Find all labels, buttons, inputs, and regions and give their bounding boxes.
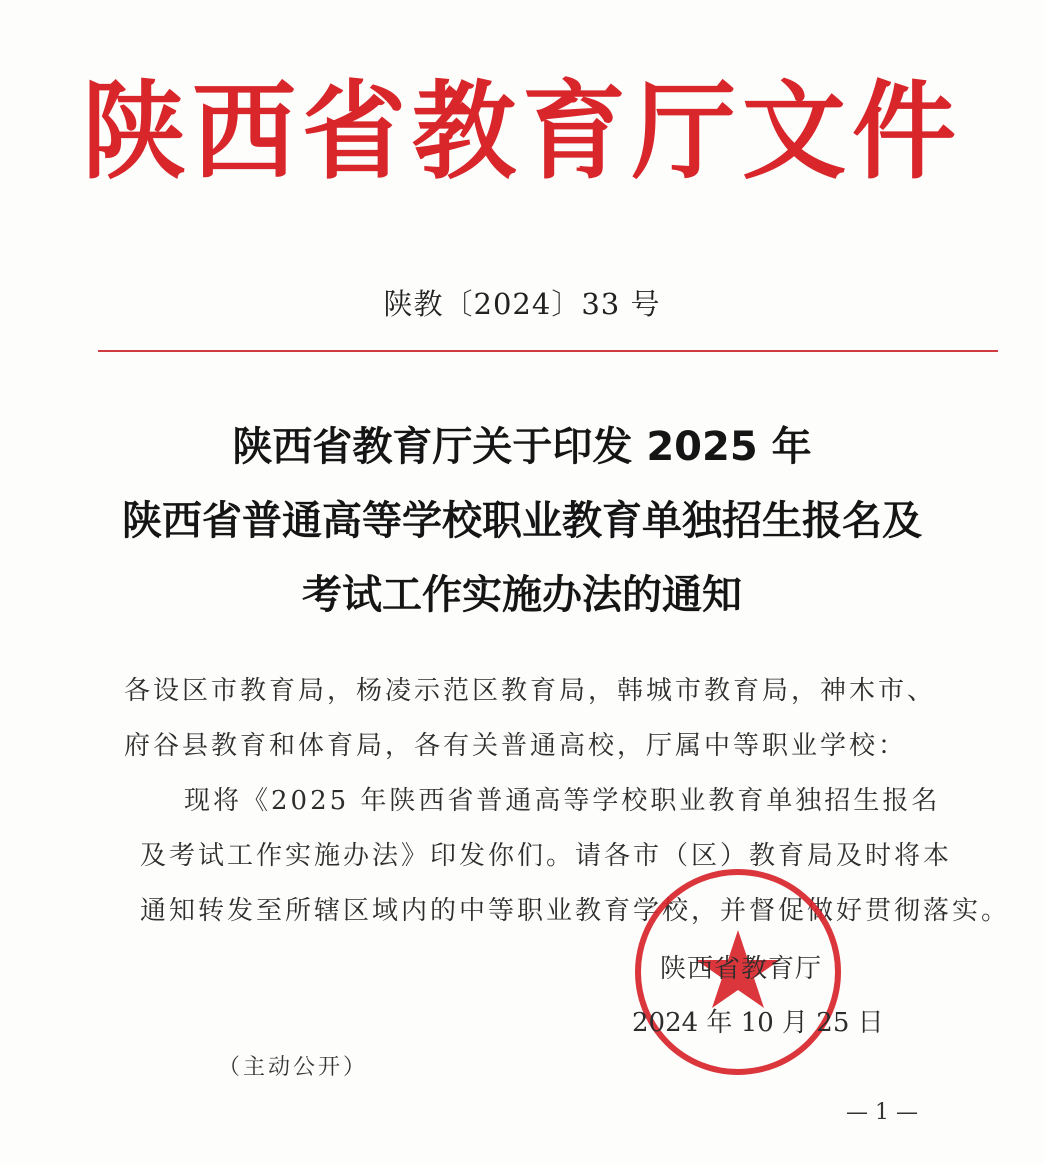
salutation	[124, 664, 974, 774]
document-masthead: 陕西省教育厅文件	[81, 68, 962, 195]
paragraph-line-3: 通知转发至所辖区域内的中等职业教育学校，并督促做好贯彻落实。	[140, 896, 1011, 926]
red-divider	[98, 350, 998, 352]
issue-date: 2024 年 10 月 25 日	[632, 1008, 884, 1038]
body-paragraph	[124, 774, 1011, 939]
document-title	[0, 410, 1044, 632]
page-number: — 1 —	[846, 1100, 918, 1125]
disclosure-label: （主动公开）	[218, 1055, 369, 1080]
title-line-1: 陕西省教育厅关于印发 2025 年	[232, 424, 812, 470]
title-line-3: 考试工作实施办法的通知	[302, 572, 742, 618]
salutation-line-2: 府谷县教育和体育局，各有关普通高校，厅属中等职业学校：	[124, 731, 908, 761]
salutation-line-1: 各设区市教育局，杨凌示范区教育局，韩城市教育局，神木市、	[124, 676, 937, 706]
issuer-name: 陕西省教育厅	[660, 954, 823, 984]
paragraph-line-1: 现将《2025 年陕西省普通高等学校职业教育单独招生报名	[184, 786, 941, 816]
paragraph-line-2: 及考试工作实施办法》印发你们。请各市（区）教育局及时将本	[140, 841, 953, 871]
document-number: 陕教〔2024〕33 号	[383, 287, 661, 321]
title-line-2: 陕西省普通高等学校职业教育单独招生报名及	[122, 498, 922, 544]
